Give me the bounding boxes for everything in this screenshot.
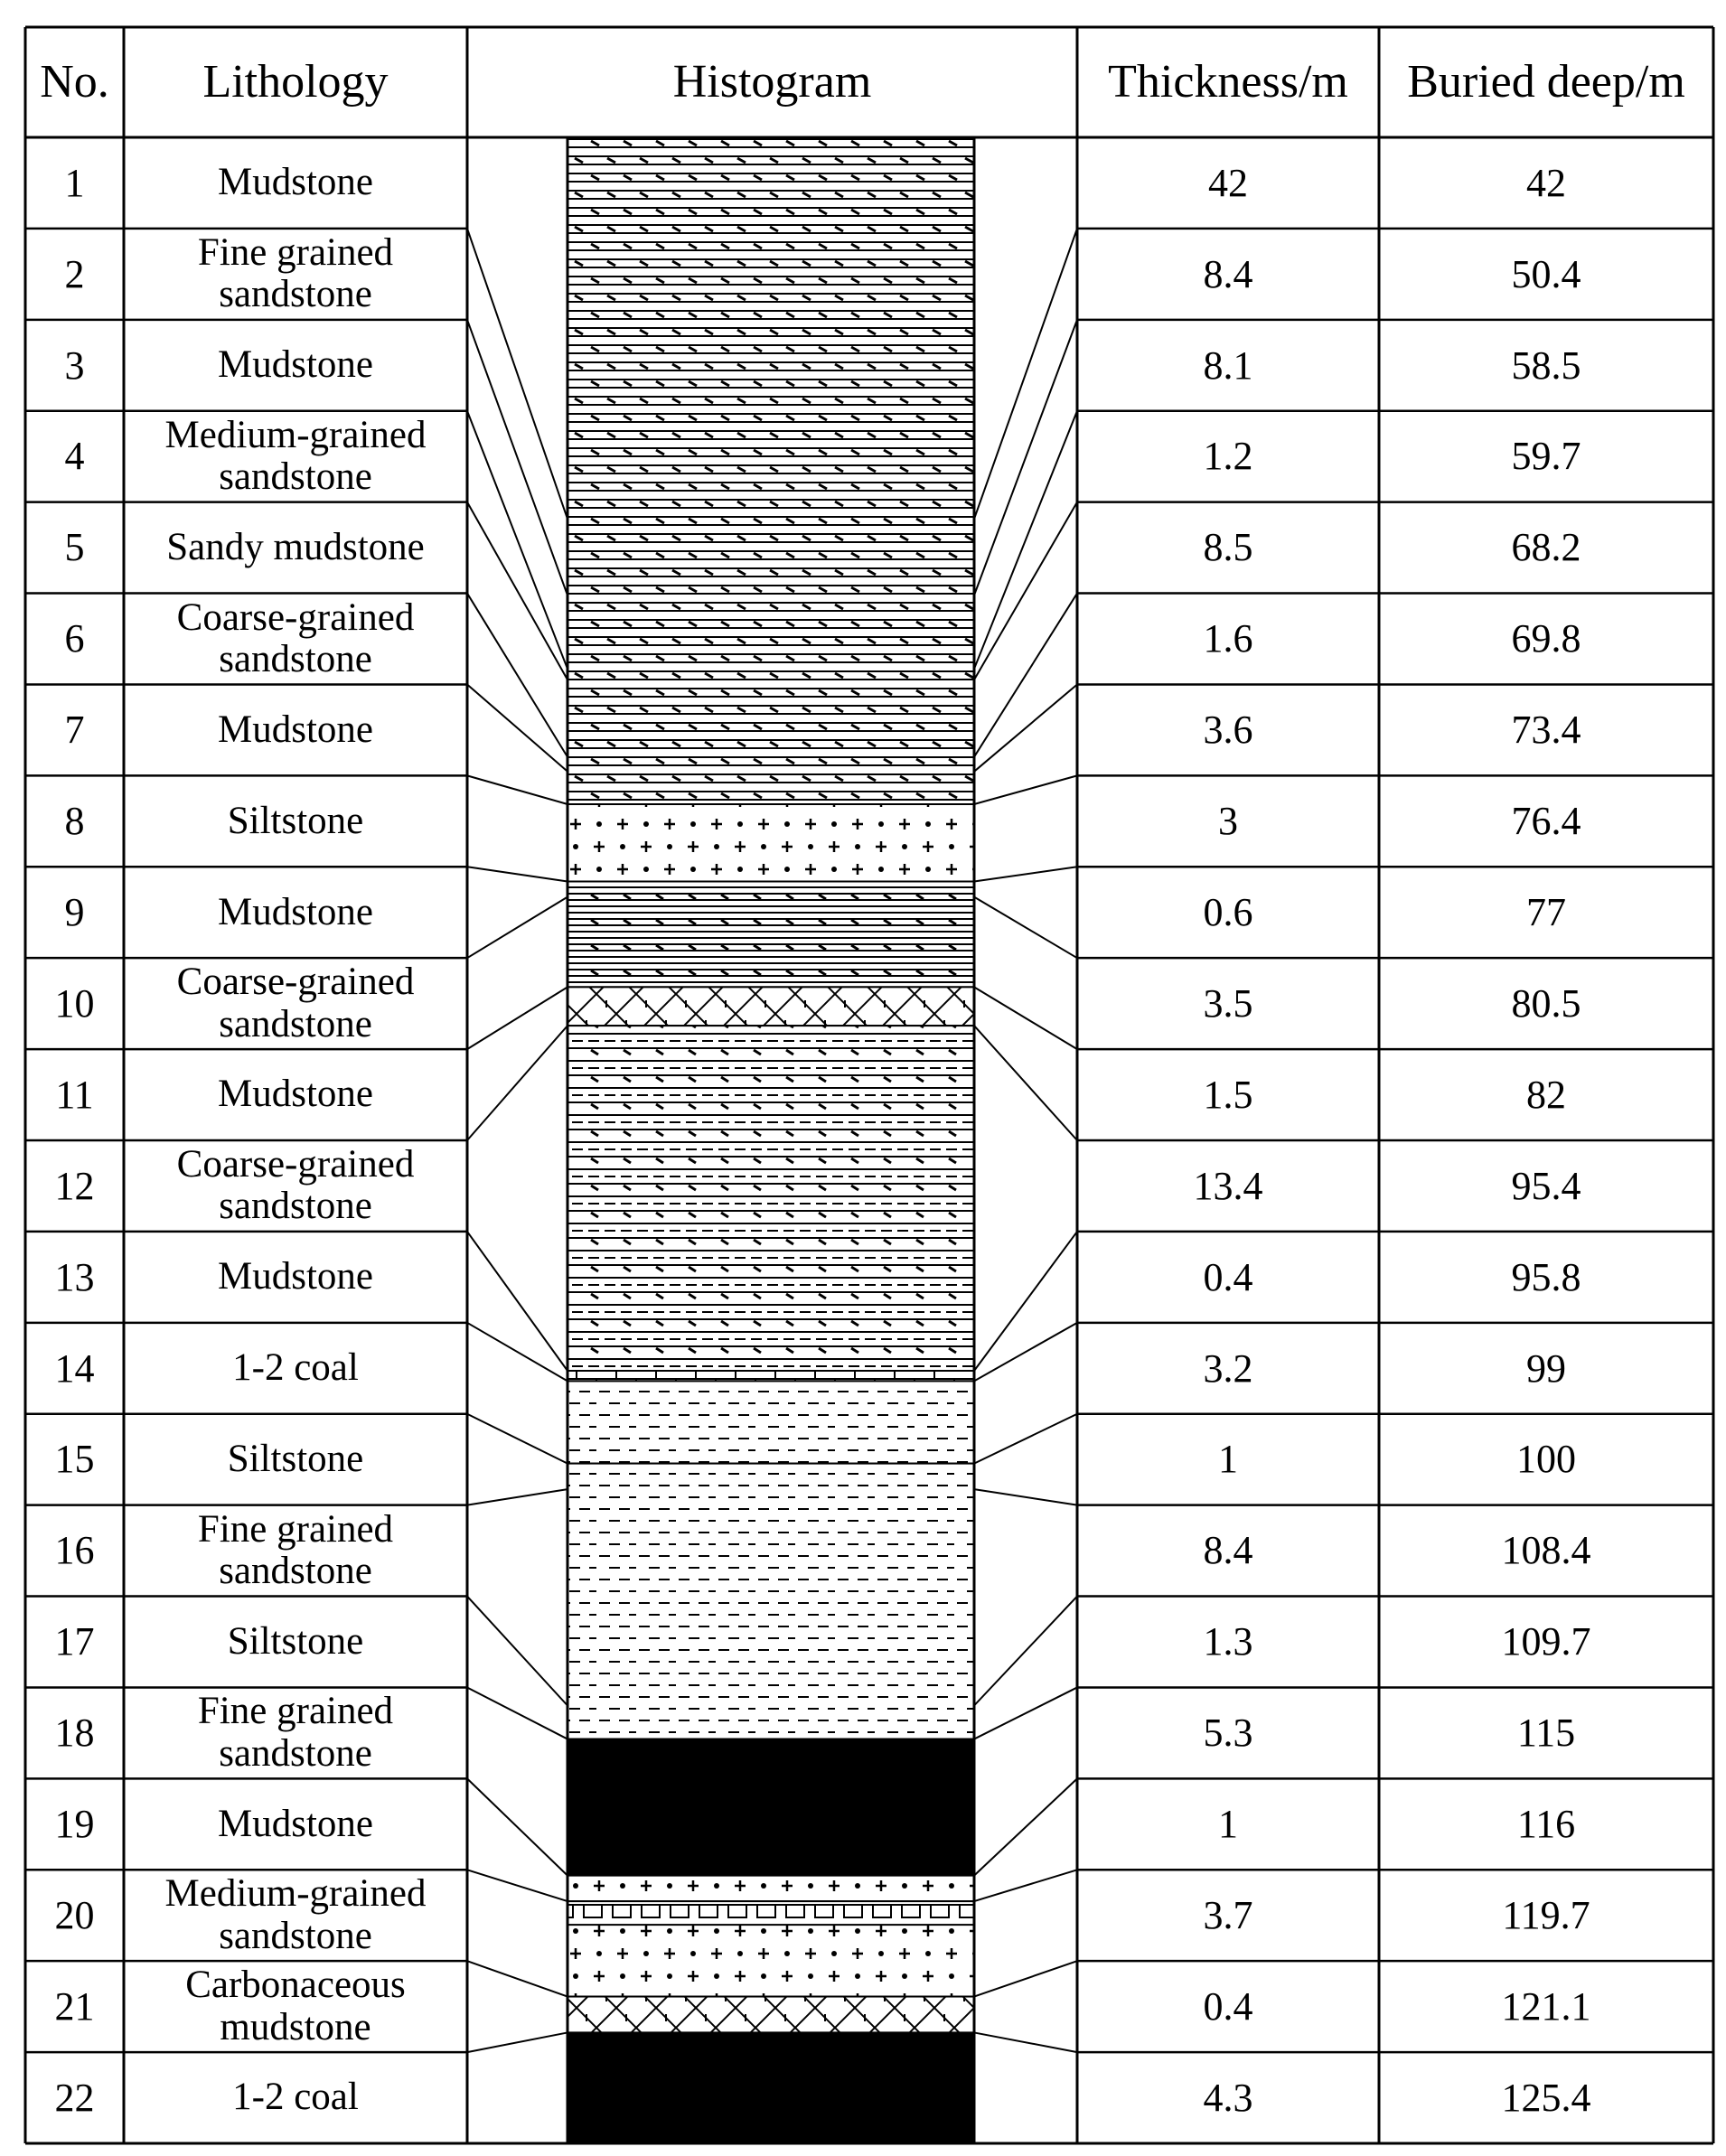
histogram-layer-dash-mud: [568, 1026, 974, 1371]
row-thickness: 8.5: [1203, 525, 1253, 570]
leader-line-left: [467, 1961, 568, 1996]
row-number: 13: [54, 1254, 95, 1299]
row-thickness: 4.3: [1203, 2075, 1253, 2120]
row-thickness: 3.5: [1203, 980, 1253, 1026]
row-buried-depth: 42: [1526, 160, 1566, 205]
leader-line-right: [974, 867, 1077, 881]
leader-line-left: [467, 594, 568, 757]
leader-line-left: [467, 1778, 568, 1875]
row-lithology: Coarse-grained sandstone: [176, 1143, 415, 1228]
leader-line-left: [467, 775, 568, 804]
row-buried-depth: 69.8: [1511, 616, 1581, 661]
header-histogram: Histogram: [672, 55, 872, 108]
row-lithology: Coarse-grained sandstone: [176, 595, 415, 680]
row-buried-depth: 95.4: [1511, 1163, 1581, 1208]
leader-line-right: [974, 411, 1077, 669]
row-thickness: 5.3: [1203, 1711, 1253, 1756]
histogram-layer-coal: [568, 2032, 974, 2143]
leader-line-left: [467, 1026, 568, 1140]
row-lithology: Medium-grained sandstone: [164, 413, 427, 499]
row-buried-depth: 59.7: [1511, 434, 1581, 479]
row-buried-depth: 100: [1516, 1437, 1576, 1482]
histogram-layer-sandstone: [568, 804, 974, 882]
leader-line-right: [974, 1961, 1077, 1996]
row-lithology: Mudstone: [218, 1255, 373, 1298]
leader-line-left: [467, 1323, 568, 1382]
row-buried-depth: 50.4: [1511, 251, 1581, 296]
leader-line-left: [467, 897, 568, 959]
row-number: 16: [54, 1528, 95, 1573]
leader-line-right: [974, 897, 1077, 959]
leader-line-right: [974, 775, 1077, 804]
row-lithology: Fine grained sandstone: [197, 1690, 394, 1775]
leader-line-right: [974, 229, 1077, 519]
row-number: 14: [54, 1345, 95, 1391]
leader-line-right: [974, 1870, 1077, 1901]
row-buried-depth: 68.2: [1511, 525, 1581, 570]
row-number: 3: [64, 342, 85, 388]
row-buried-depth: 99: [1526, 1345, 1566, 1391]
row-lithology: Mudstone: [218, 708, 373, 751]
row-buried-depth: 119.7: [1502, 1892, 1590, 1937]
row-thickness: 3.2: [1203, 1345, 1253, 1391]
histogram-layer-brick: [568, 1371, 974, 1381]
row-number: 1: [64, 160, 85, 205]
row-buried-depth: 58.5: [1511, 342, 1581, 388]
leader-line-right: [974, 684, 1077, 771]
row-thickness: 1: [1218, 1802, 1238, 1847]
leader-line-left: [467, 411, 568, 669]
row-buried-depth: 77: [1526, 889, 1566, 934]
row-number: 11: [55, 1072, 94, 1117]
row-buried-depth: 82: [1526, 1072, 1566, 1117]
row-number: 9: [64, 889, 85, 934]
row-number: 10: [54, 980, 95, 1026]
row-lithology: Siltstone: [227, 799, 364, 842]
row-number: 21: [54, 1983, 95, 2029]
row-buried-depth: 73.4: [1511, 708, 1581, 753]
row-lithology: Mudstone: [218, 1802, 373, 1845]
leader-line-left: [467, 2032, 568, 2052]
header-buried-depth: Buried deep/m: [1407, 55, 1685, 108]
header-no: No.: [40, 55, 109, 108]
leader-line-right: [974, 1687, 1077, 1739]
leader-line-right: [974, 320, 1077, 595]
row-thickness: 8.4: [1203, 251, 1253, 296]
row-buried-depth: 76.4: [1511, 799, 1581, 844]
row-lithology: Mudstone: [218, 890, 373, 933]
row-lithology: Carbonaceous mudstone: [185, 1964, 406, 2048]
row-number: 8: [64, 799, 85, 844]
row-buried-depth: 109.7: [1501, 1619, 1591, 1664]
histogram-column: [568, 137, 974, 2143]
row-thickness: 0.6: [1203, 889, 1253, 934]
row-buried-depth: 80.5: [1511, 980, 1581, 1026]
histogram-layer-mudstone: [568, 137, 974, 804]
row-number: 4: [64, 434, 85, 479]
leader-line-right: [974, 1778, 1077, 1875]
row-thickness: 1.3: [1203, 1619, 1253, 1664]
row-thickness: 3.6: [1203, 708, 1253, 753]
row-lithology: 1-2 coal: [232, 2076, 359, 2119]
row-buried-depth: 121.1: [1501, 1983, 1591, 2029]
histogram-layer-coal: [568, 1739, 974, 1876]
row-number: 18: [54, 1711, 95, 1756]
row-thickness: 42: [1208, 160, 1248, 205]
leader-line-right: [974, 594, 1077, 757]
row-thickness: 1: [1218, 1437, 1238, 1482]
row-lithology: Coarse-grained sandstone: [176, 961, 415, 1045]
row-number: 20: [54, 1892, 95, 1937]
row-buried-depth: 95.8: [1511, 1254, 1581, 1299]
row-lithology: Medium-grained sandstone: [164, 1872, 427, 1957]
row-thickness: 8.4: [1203, 1528, 1253, 1573]
row-lithology: Siltstone: [227, 1619, 364, 1663]
row-number: 12: [54, 1163, 95, 1208]
row-thickness: 3: [1218, 799, 1238, 844]
leader-line-right: [974, 1597, 1077, 1706]
histogram-layer-boundary-band: [568, 1901, 974, 1925]
row-thickness: 3.7: [1203, 1892, 1253, 1937]
header-thickness: Thickness/m: [1108, 55, 1348, 108]
histogram-layer-siltstone: [568, 1464, 974, 1739]
row-lithology: Mudstone: [218, 343, 373, 387]
row-number: 22: [54, 2075, 95, 2120]
row-thickness: 0.4: [1203, 1983, 1253, 2029]
histogram-layer-crosshatch: [568, 1997, 974, 2033]
leader-line-right: [974, 1414, 1077, 1464]
row-lithology: Fine grained sandstone: [197, 1507, 394, 1593]
histogram-layer-mudstone-fine: [568, 882, 974, 988]
leader-line-left: [467, 320, 568, 595]
row-buried-depth: 116: [1516, 1802, 1576, 1847]
leader-line-left: [467, 1870, 568, 1901]
row-lithology: Mudstone: [218, 1073, 373, 1116]
histogram-layer-siltstone: [568, 1381, 974, 1463]
row-lithology: 1-2 coal: [232, 1346, 359, 1390]
leader-line-right: [974, 987, 1077, 1049]
row-lithology: Siltstone: [227, 1437, 364, 1480]
leader-line-right: [974, 502, 1077, 680]
row-buried-depth: 108.4: [1501, 1528, 1591, 1573]
leader-line-left: [467, 229, 568, 519]
row-buried-depth: 115: [1516, 1711, 1576, 1756]
row-number: 5: [64, 525, 85, 570]
leader-line-right: [974, 1232, 1077, 1371]
row-thickness: 8.1: [1203, 342, 1253, 388]
row-number: 2: [64, 251, 85, 296]
row-lithology: Mudstone: [218, 161, 373, 204]
row-number: 15: [54, 1437, 95, 1482]
leader-line-right: [974, 2032, 1077, 2052]
leader-line-left: [467, 684, 568, 771]
row-number: 17: [54, 1619, 95, 1664]
leader-line-left: [467, 1687, 568, 1739]
row-number: 7: [64, 708, 85, 753]
leader-line-left: [467, 1414, 568, 1464]
leader-line-right: [974, 1323, 1077, 1382]
row-thickness: 1.6: [1203, 616, 1253, 661]
leader-line-right: [974, 1026, 1077, 1140]
leader-line-left: [467, 867, 568, 881]
row-buried-depth: 125.4: [1501, 2075, 1591, 2120]
row-lithology: Fine grained sandstone: [197, 230, 394, 316]
leader-line-left: [467, 502, 568, 680]
row-thickness: 0.4: [1203, 1254, 1253, 1299]
row-thickness: 1.2: [1203, 434, 1253, 479]
leader-line-left: [467, 1597, 568, 1706]
leader-line-left: [467, 1232, 568, 1371]
histogram-layer-sandstone: [568, 1876, 974, 1902]
leader-line-left: [467, 987, 568, 1049]
row-thickness: 1.5: [1203, 1072, 1253, 1117]
leader-line-right: [974, 1489, 1077, 1505]
header-lithology: Lithology: [202, 55, 389, 108]
row-thickness: 13.4: [1193, 1163, 1263, 1208]
row-number: 6: [64, 616, 85, 661]
leader-line-left: [467, 1489, 568, 1505]
row-lithology: Sandy mudstone: [166, 525, 425, 568]
histogram-layer-crosshatch: [568, 987, 974, 1026]
row-number: 19: [54, 1802, 95, 1847]
